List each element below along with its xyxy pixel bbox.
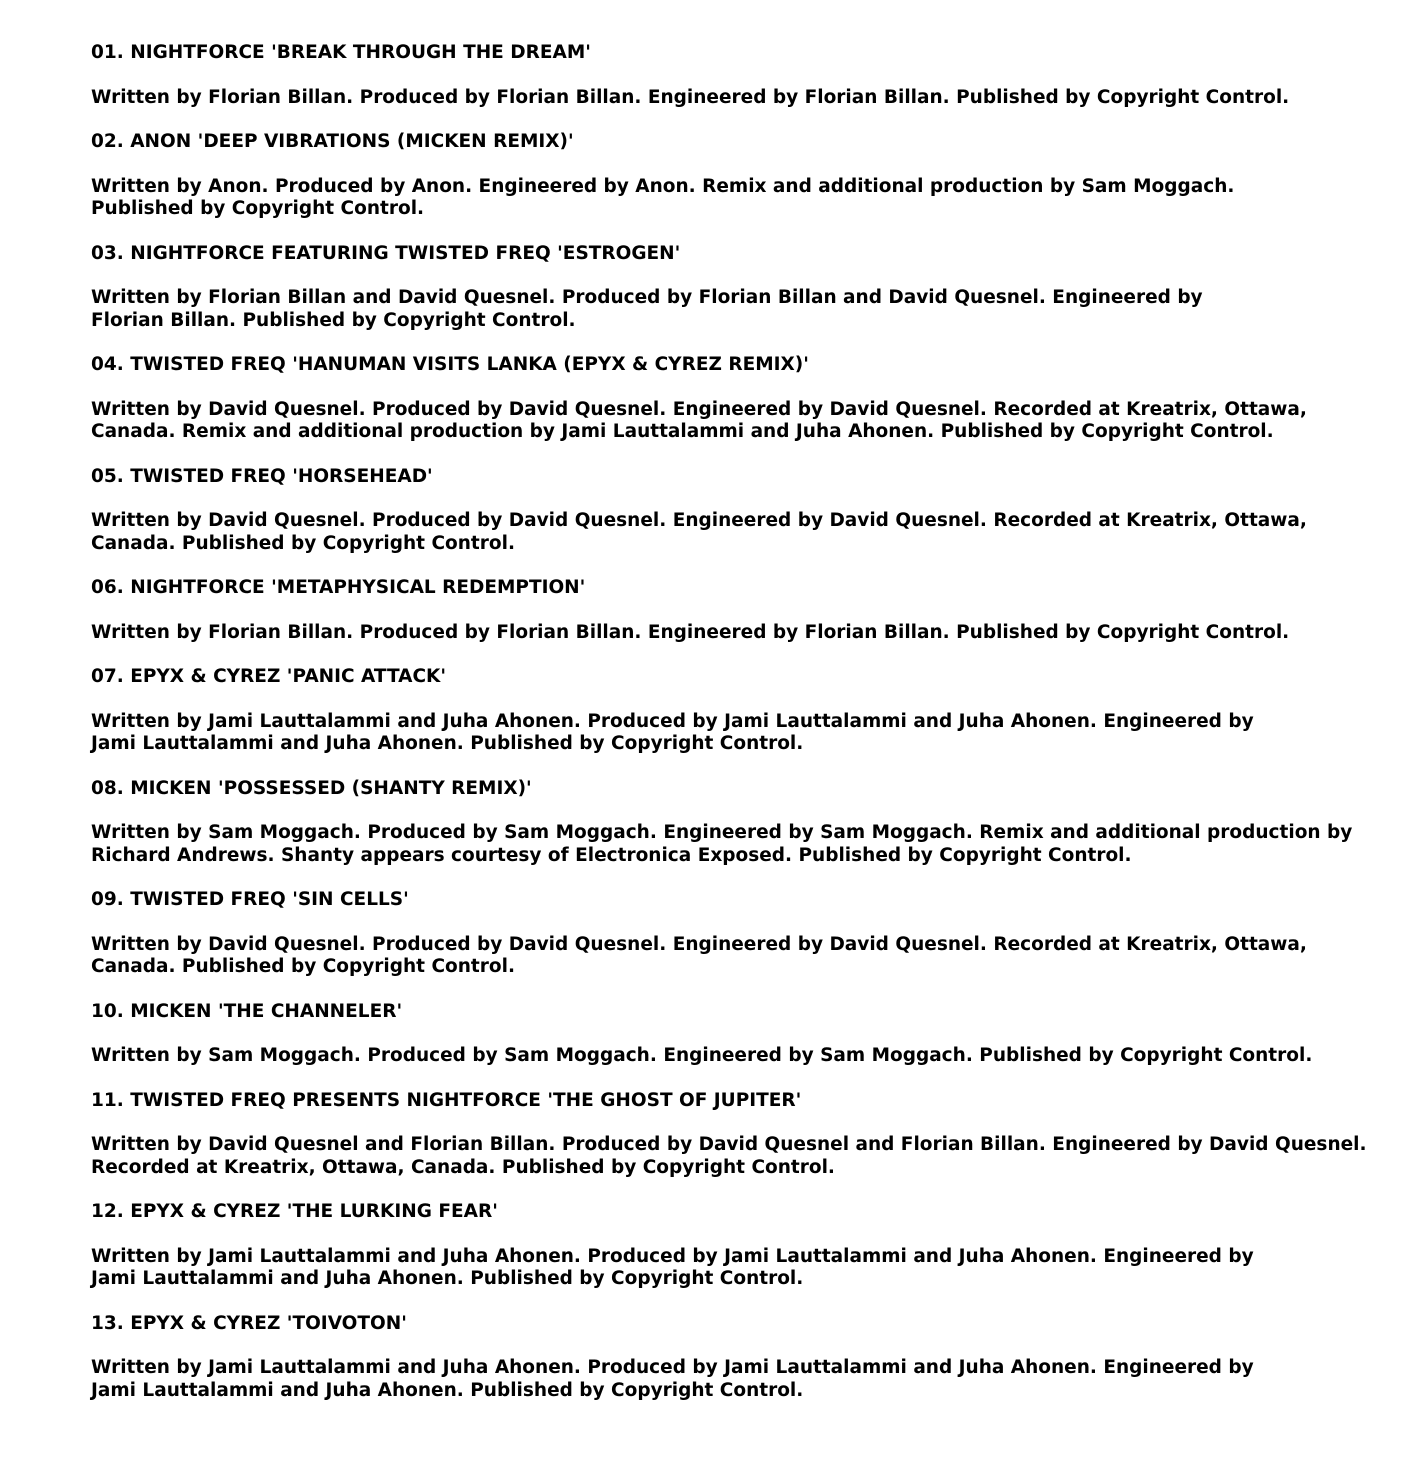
track-credit-line: Written by Sam Moggach. Produced by Sam Moggach. Engineered by Sam Moggach. Published by Copyright Control. <box>91 1045 1313 1066</box>
track-title: 12. EPYX & CYREZ 'THE LURKING FEAR' <box>91 1201 498 1222</box>
track-title: 03. NIGHTFORCE FEATURING TWISTED FREQ 'ESTROGEN' <box>91 242 681 264</box>
track-credit-line: Written by Florian Billan and David Quesnel. Produced by Florian Billan and David Quesnel. Engineered by <box>91 287 1203 308</box>
track-credit-line: Published by Copyright Control. <box>91 198 425 219</box>
track-08 <box>91 778 1401 868</box>
track-credit-line: Jami Lauttalammi and Juha Ahonen. Published by Copyright Control. <box>91 733 804 754</box>
track-13 <box>91 1313 1401 1403</box>
track-credit-line: Richard Andrews. Shanty appears courtesy of Electronica Exposed. Published by Copyright Control. <box>91 844 1132 866</box>
track-credit-line: Written by Jami Lauttalammi and Juha Ahonen. Produced by Jami Lauttalammi and Juha Ahonen. Engineered by <box>91 1357 1254 1378</box>
track-01 <box>91 42 1401 109</box>
track-credit-line: Written by Florian Billan. Produced by Florian Billan. Engineered by Florian Billan. Published by Copyright Control. <box>91 621 1290 643</box>
track-04 <box>91 354 1401 444</box>
track-title: 08. MICKEN 'POSSESSED (SHANTY REMIX)' <box>91 777 532 799</box>
track-09 <box>91 889 1401 979</box>
track-credit-line: Written by Sam Moggach. Produced by Sam Moggach. Engineered by Sam Moggach. Remix and additional production by <box>91 822 1353 843</box>
track-credit-line: Canada. Remix and additional production by Jami Lauttalammi and Juha Ahonen. Published by Copyright Control. <box>91 421 1274 442</box>
track-title: 13. EPYX & CYREZ 'TOIVOTON' <box>91 1312 407 1334</box>
track-title: 05. TWISTED FREQ 'HORSEHEAD' <box>91 465 433 487</box>
track-05 <box>91 466 1401 556</box>
track-credits <box>91 42 1401 1424</box>
track-credit-line: Jami Lauttalammi and Juha Ahonen. Published by Copyright Control. <box>91 1268 804 1289</box>
track-title: 11. TWISTED FREQ PRESENTS NIGHTFORCE 'THE GHOST OF JUPITER' <box>91 1089 802 1111</box>
track-credit-line: Written by Florian Billan. Produced by Florian Billan. Engineered by Florian Billan. Published by Copyright Control. <box>91 86 1290 108</box>
track-credit-line: Recorded at Kreatrix, Ottawa, Canada. Published by Copyright Control. <box>91 1156 835 1178</box>
track-03 <box>91 243 1401 333</box>
track-credit-line: Written by David Quesnel. Produced by David Quesnel. Engineered by David Quesnel. Recorded at Kreatrix, Ottawa, <box>91 510 1307 531</box>
track-02 <box>91 131 1401 221</box>
track-title: 07. EPYX & CYREZ 'PANIC ATTACK' <box>91 666 447 687</box>
track-title: 06. NIGHTFORCE 'METAPHYSICAL REDEMPTION' <box>91 577 586 598</box>
track-12 <box>91 1201 1401 1291</box>
track-credit-line: Written by David Quesnel. Produced by David Quesnel. Engineered by David Quesnel. Recorded at Kreatrix, Ottawa, <box>91 398 1307 420</box>
track-title: 01. NIGHTFORCE 'BREAK THROUGH THE DREAM' <box>91 42 591 63</box>
track-credit-line: Written by Anon. Produced by Anon. Engineered by Anon. Remix and additional production by Sam Moggach. <box>91 175 1235 197</box>
track-credit-line: Florian Billan. Published by Copyright Control. <box>91 309 576 331</box>
track-06 <box>91 577 1401 644</box>
track-credit-line: Written by Jami Lauttalammi and Juha Ahonen. Produced by Jami Lauttalammi and Juha Ahonen. Engineered by <box>91 1245 1254 1267</box>
track-11 <box>91 1090 1401 1180</box>
track-07 <box>91 666 1401 756</box>
track-credit-line: Canada. Published by Copyright Control. <box>91 956 515 977</box>
track-credit-line: Written by Jami Lauttalammi and Juha Ahonen. Produced by Jami Lauttalammi and Juha Ahonen. Engineered by <box>91 710 1254 732</box>
track-title: 02. ANON 'DEEP VIBRATIONS (MICKEN REMIX)' <box>91 131 574 152</box>
track-credit-line: Jami Lauttalammi and Juha Ahonen. Published by Copyright Control. <box>91 1379 804 1401</box>
track-credit-line: Written by David Quesnel. Produced by David Quesnel. Engineered by David Quesnel. Recorded at Kreatrix, Ottawa, <box>91 933 1307 955</box>
track-title: 10. MICKEN 'THE CHANNELER' <box>91 1000 403 1022</box>
track-10 <box>91 1001 1401 1068</box>
track-credit-line: Written by David Quesnel and Florian Billan. Produced by David Quesnel and Florian Billan. Engineered by David Quesnel. <box>91 1134 1367 1155</box>
track-title: 09. TWISTED FREQ 'SIN CELLS' <box>91 889 409 910</box>
track-title: 04. TWISTED FREQ 'HANUMAN VISITS LANKA (EPYX & CYREZ REMIX)' <box>91 354 809 375</box>
track-credit-line: Canada. Published by Copyright Control. <box>91 532 515 554</box>
